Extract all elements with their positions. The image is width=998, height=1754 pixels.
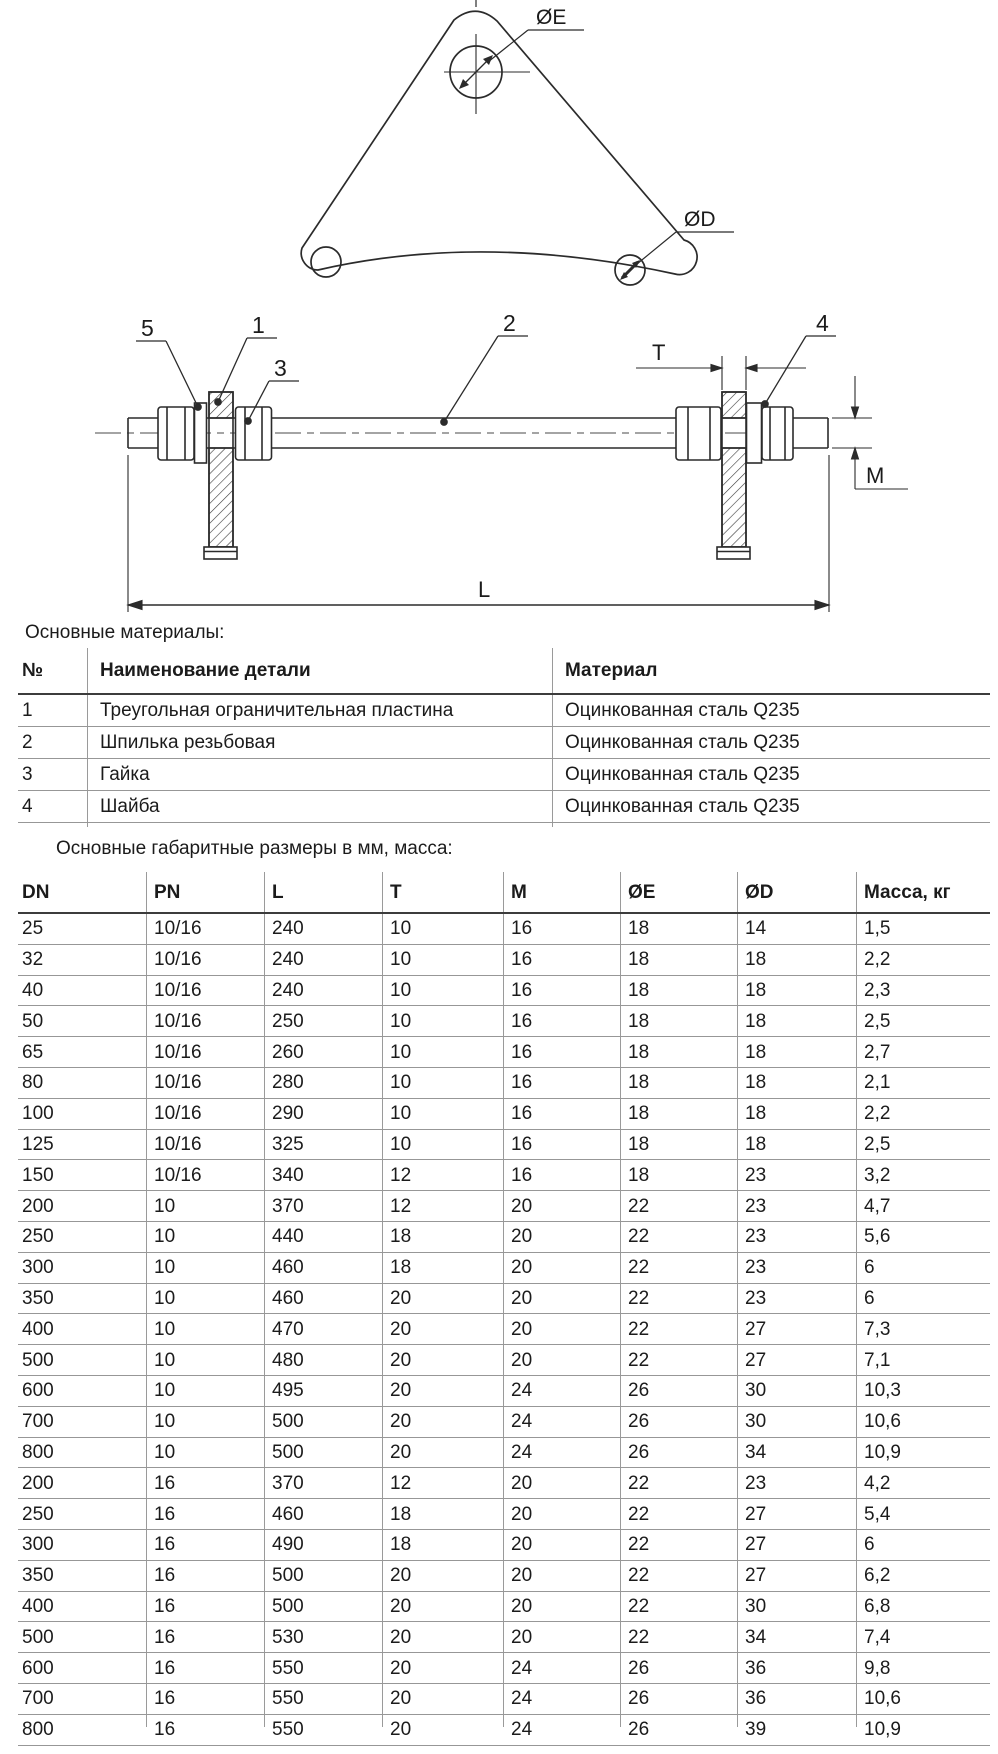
cell: 18 [620, 944, 737, 975]
cell: 22 [620, 1221, 737, 1252]
cell: 280 [264, 1067, 382, 1098]
dimensions-row [18, 1345, 990, 1376]
cell: 25 [18, 913, 146, 944]
cell: 10/16 [146, 913, 264, 944]
cell: 550 [264, 1683, 382, 1714]
cell: 20 [503, 1468, 620, 1499]
cell: 7,3 [856, 1314, 990, 1345]
cell: 18 [620, 1006, 737, 1037]
cell: 20 [382, 1591, 503, 1622]
cell: 370 [264, 1191, 382, 1222]
cell: 36 [737, 1653, 856, 1684]
cell: 16 [503, 913, 620, 944]
cell: 20 [503, 1529, 620, 1560]
cell: 2 [18, 727, 87, 759]
cell: 30 [737, 1591, 856, 1622]
cell: 550 [264, 1653, 382, 1684]
cell: 23 [737, 1252, 856, 1283]
dimensions-row [18, 1191, 990, 1222]
cell: 12 [382, 1160, 503, 1191]
cell: 10 [382, 1129, 503, 1160]
dim-l-label: L [478, 577, 491, 602]
cell: 22 [620, 1499, 737, 1530]
cell: 500 [264, 1437, 382, 1468]
cell: 300 [18, 1252, 146, 1283]
cell: Оцинкованная сталь Q235 [552, 694, 990, 727]
cell: 10/16 [146, 975, 264, 1006]
cell: 20 [382, 1683, 503, 1714]
cell: 4,7 [856, 1191, 990, 1222]
cell: 500 [18, 1345, 146, 1376]
cell: 14 [737, 913, 856, 944]
dimensions-row [18, 944, 990, 975]
cell: 16 [146, 1560, 264, 1591]
cell: 16 [146, 1653, 264, 1684]
cell: 22 [620, 1191, 737, 1222]
cell: 10 [146, 1283, 264, 1314]
dim-m-label: M [866, 463, 885, 488]
col-t: T [382, 872, 503, 913]
cell: 6,2 [856, 1560, 990, 1591]
cell: 18 [737, 1098, 856, 1129]
cell: 500 [264, 1591, 382, 1622]
cell: 22 [620, 1283, 737, 1314]
cell: 6 [856, 1252, 990, 1283]
cell: 16 [503, 1067, 620, 1098]
cell: 260 [264, 1037, 382, 1068]
cell: 20 [382, 1622, 503, 1653]
cell: 26 [620, 1653, 737, 1684]
cell: 20 [503, 1252, 620, 1283]
cell: Гайка [87, 759, 552, 791]
cell: 16 [146, 1591, 264, 1622]
dimensions-row [18, 1067, 990, 1098]
cell: 3,2 [856, 1160, 990, 1191]
cell: 32 [18, 944, 146, 975]
cell: 65 [18, 1037, 146, 1068]
cell: 6,8 [856, 1591, 990, 1622]
cell: 22 [620, 1560, 737, 1591]
cell: 10 [146, 1252, 264, 1283]
dimensions-row [18, 1221, 990, 1252]
cell: 500 [18, 1622, 146, 1653]
cell: 22 [620, 1314, 737, 1345]
cell: 22 [620, 1622, 737, 1653]
cell: 24 [503, 1653, 620, 1684]
cell: 18 [737, 1129, 856, 1160]
cell: 5,6 [856, 1221, 990, 1252]
dimensions-row [18, 1499, 990, 1530]
cell: 240 [264, 944, 382, 975]
dimensions-row [18, 1653, 990, 1684]
cell: 10/16 [146, 1129, 264, 1160]
cell: 18 [737, 1067, 856, 1098]
cell: 7,4 [856, 1622, 990, 1653]
cell: 10 [382, 944, 503, 975]
dimensions-row [18, 1098, 990, 1129]
cell: 18 [620, 913, 737, 944]
cell: 26 [620, 1406, 737, 1437]
materials-row [18, 791, 990, 823]
cell: 10 [146, 1191, 264, 1222]
cell: 6 [856, 1529, 990, 1560]
cell: 16 [146, 1529, 264, 1560]
cell: 6 [856, 1283, 990, 1314]
cell: 16 [503, 975, 620, 1006]
cell: 16 [146, 1714, 264, 1745]
cell: 10 [146, 1314, 264, 1345]
cell: 325 [264, 1129, 382, 1160]
washer-right [747, 403, 762, 463]
cell: Оцинкованная сталь Q235 [552, 791, 990, 823]
cell: 10/16 [146, 1098, 264, 1129]
cell: 18 [382, 1529, 503, 1560]
callout-2-label: 2 [503, 310, 516, 336]
callout-5-label: 5 [141, 315, 154, 341]
cell: 440 [264, 1221, 382, 1252]
cell: 100 [18, 1098, 146, 1129]
materials-row [18, 727, 990, 759]
cell: 18 [382, 1252, 503, 1283]
cell: 39 [737, 1714, 856, 1745]
cell: 26 [620, 1683, 737, 1714]
callout-3-label: 3 [274, 355, 287, 381]
cell: 600 [18, 1653, 146, 1684]
cell: 27 [737, 1560, 856, 1591]
cell: 20 [503, 1191, 620, 1222]
cell: 10 [146, 1345, 264, 1376]
cell: 2,2 [856, 944, 990, 975]
nut-right-inner [676, 407, 721, 460]
cell: 10 [382, 1067, 503, 1098]
dimensions-row [18, 913, 990, 944]
cell: 400 [18, 1591, 146, 1622]
dimensions-row [18, 1283, 990, 1314]
dimensions-row [18, 1714, 990, 1745]
dimensions-row [18, 1591, 990, 1622]
cell: 240 [264, 913, 382, 944]
dimensions-row [18, 1037, 990, 1068]
cell: 500 [264, 1406, 382, 1437]
cell: 27 [737, 1314, 856, 1345]
cell: 10/16 [146, 1160, 264, 1191]
cell: 10,3 [856, 1375, 990, 1406]
dimensions-heading: Основные габаритные размеры в мм, масса: [56, 838, 453, 859]
cell: 18 [620, 975, 737, 1006]
cell: 1,5 [856, 913, 990, 944]
cell: 23 [737, 1468, 856, 1499]
cell: 20 [503, 1345, 620, 1376]
dimensions-header-row [18, 872, 990, 913]
triangular-plate-top-view [301, 0, 697, 285]
col-material: Материал [552, 648, 990, 694]
cell: 80 [18, 1067, 146, 1098]
cell: 23 [737, 1160, 856, 1191]
cell: 2,5 [856, 1006, 990, 1037]
cell: 10,9 [856, 1714, 990, 1745]
cell: 3 [18, 759, 87, 791]
cell: 27 [737, 1529, 856, 1560]
cell: 16 [146, 1683, 264, 1714]
cell: 24 [503, 1714, 620, 1745]
cell: 23 [737, 1191, 856, 1222]
dimensions-row [18, 1375, 990, 1406]
cell: 30 [737, 1406, 856, 1437]
nut-left-outer [158, 407, 194, 460]
cell: 2,1 [856, 1067, 990, 1098]
cell: 700 [18, 1683, 146, 1714]
cell: 7,1 [856, 1345, 990, 1376]
cell: 10,9 [856, 1437, 990, 1468]
cell: Оцинкованная сталь Q235 [552, 727, 990, 759]
cell: 10,6 [856, 1406, 990, 1437]
cell: 20 [503, 1283, 620, 1314]
cell: 10 [382, 913, 503, 944]
cell: 16 [503, 1160, 620, 1191]
cell: 460 [264, 1499, 382, 1530]
cell: 460 [264, 1283, 382, 1314]
cell: 400 [18, 1314, 146, 1345]
cell: 18 [737, 1037, 856, 1068]
cell: 16 [503, 944, 620, 975]
cell: 800 [18, 1714, 146, 1745]
cell: 22 [620, 1345, 737, 1376]
washer-left [195, 403, 207, 463]
cell: 20 [503, 1591, 620, 1622]
cell: 10 [382, 1006, 503, 1037]
cell: 20 [382, 1283, 503, 1314]
nut-left-inner [236, 407, 272, 460]
cell: 10 [146, 1406, 264, 1437]
cell: Шпилька резьбовая [87, 727, 552, 759]
dimensions-row [18, 1252, 990, 1283]
stud-assembly-side-view [95, 310, 908, 612]
cell: 200 [18, 1468, 146, 1499]
materials-row [18, 694, 990, 727]
cell: 24 [503, 1683, 620, 1714]
cell: 27 [737, 1499, 856, 1530]
dimensions-row [18, 1437, 990, 1468]
dimensions-row [18, 1468, 990, 1499]
cell: 20 [382, 1375, 503, 1406]
cell: 470 [264, 1314, 382, 1345]
col-part-name: Наименование детали [87, 648, 552, 694]
cell: 26 [620, 1714, 737, 1745]
cell: 18 [620, 1098, 737, 1129]
cell: 250 [264, 1006, 382, 1037]
cell: 250 [18, 1221, 146, 1252]
dimensions-row [18, 1529, 990, 1560]
cell: 340 [264, 1160, 382, 1191]
cell: 10/16 [146, 944, 264, 975]
cell: 2,3 [856, 975, 990, 1006]
cell: 24 [503, 1375, 620, 1406]
cell: 16 [146, 1499, 264, 1530]
cell: 290 [264, 1098, 382, 1129]
cell: Шайба [87, 791, 552, 823]
cell: 18 [382, 1221, 503, 1252]
cell: 12 [382, 1468, 503, 1499]
materials-table [18, 648, 990, 823]
dimensions-row [18, 1560, 990, 1591]
plate-outline [301, 11, 697, 274]
cell: 22 [620, 1529, 737, 1560]
technical-drawing [0, 0, 998, 640]
cell: 10 [382, 1037, 503, 1068]
nut-right-outer [762, 407, 793, 460]
cell: 20 [382, 1345, 503, 1376]
cell: 40 [18, 975, 146, 1006]
col-dn: DN [18, 872, 146, 913]
callout-1-label: 1 [252, 312, 265, 338]
cell: 5,4 [856, 1499, 990, 1530]
cell: 550 [264, 1714, 382, 1745]
hole-e-label: ØE [536, 6, 567, 29]
cell: 16 [503, 1006, 620, 1037]
cell: 10 [146, 1221, 264, 1252]
dimensions-row [18, 1622, 990, 1653]
cell: 10 [382, 1098, 503, 1129]
col-l: L [264, 872, 382, 913]
col-od: ØD [737, 872, 856, 913]
cell: 240 [264, 975, 382, 1006]
dimensions-row [18, 1683, 990, 1714]
cell: 30 [737, 1375, 856, 1406]
col-oe: ØE [620, 872, 737, 913]
cell: 22 [620, 1591, 737, 1622]
cell: 10 [146, 1375, 264, 1406]
dimensions-row [18, 1006, 990, 1037]
cell: 20 [503, 1314, 620, 1345]
cell: 10/16 [146, 1037, 264, 1068]
cell: 24 [503, 1437, 620, 1468]
cell: 18 [737, 1006, 856, 1037]
cell: 370 [264, 1468, 382, 1499]
hole-d-label: ØD [684, 208, 716, 231]
cell: 9,8 [856, 1653, 990, 1684]
cell: 18 [737, 975, 856, 1006]
cell: 490 [264, 1529, 382, 1560]
dimensions-row [18, 1160, 990, 1191]
cell: 18 [620, 1067, 737, 1098]
callout-4-label: 4 [816, 310, 829, 336]
cell: 500 [264, 1560, 382, 1591]
cell: 300 [18, 1529, 146, 1560]
dimensions-row [18, 1314, 990, 1345]
cell: 800 [18, 1437, 146, 1468]
cell: 23 [737, 1221, 856, 1252]
col-pn: PN [146, 872, 264, 913]
cell: 4 [18, 791, 87, 823]
cell: 4,2 [856, 1468, 990, 1499]
cell: 18 [620, 1037, 737, 1068]
cell: 350 [18, 1560, 146, 1591]
cell: 10 [146, 1437, 264, 1468]
cell: 1 [18, 694, 87, 727]
cell: 27 [737, 1345, 856, 1376]
cell: 10,6 [856, 1683, 990, 1714]
cell: 125 [18, 1129, 146, 1160]
cell: 250 [18, 1499, 146, 1530]
cell: 10/16 [146, 1006, 264, 1037]
cell: 18 [382, 1499, 503, 1530]
cell: 34 [737, 1622, 856, 1653]
cell: 34 [737, 1437, 856, 1468]
materials-row [18, 759, 990, 791]
cell: 16 [146, 1468, 264, 1499]
cell: 36 [737, 1683, 856, 1714]
cell: 26 [620, 1437, 737, 1468]
cell: 24 [503, 1406, 620, 1437]
cell: 20 [382, 1437, 503, 1468]
cell: 22 [620, 1468, 737, 1499]
cell: 700 [18, 1406, 146, 1437]
cell: 20 [503, 1499, 620, 1530]
cell: 2,7 [856, 1037, 990, 1068]
cell: 18 [620, 1160, 737, 1191]
cell: 150 [18, 1160, 146, 1191]
cell: 200 [18, 1191, 146, 1222]
cell: 600 [18, 1375, 146, 1406]
cell: 20 [503, 1560, 620, 1591]
cell: 10/16 [146, 1067, 264, 1098]
plate-sections [204, 392, 750, 559]
cell: 22 [620, 1252, 737, 1283]
cell: 23 [737, 1283, 856, 1314]
cell: 18 [737, 944, 856, 975]
cell: 2,2 [856, 1098, 990, 1129]
materials-header-row [18, 648, 990, 694]
dimensions-row [18, 975, 990, 1006]
cell: 20 [382, 1714, 503, 1745]
cell: 18 [620, 1129, 737, 1160]
cell: 50 [18, 1006, 146, 1037]
cell: 12 [382, 1191, 503, 1222]
dimensions-row [18, 1406, 990, 1437]
cell: 20 [382, 1406, 503, 1437]
cell: 2,5 [856, 1129, 990, 1160]
cell: 20 [382, 1314, 503, 1345]
cell: 16 [503, 1037, 620, 1068]
cell: Треугольная ограничительная пластина [87, 694, 552, 727]
dimensions-table [18, 872, 990, 1746]
cell: 26 [620, 1375, 737, 1406]
cell: 495 [264, 1375, 382, 1406]
cell: Оцинкованная сталь Q235 [552, 759, 990, 791]
dim-t-label: T [652, 340, 666, 365]
cell: 480 [264, 1345, 382, 1376]
cell: 20 [382, 1560, 503, 1591]
cell: 20 [382, 1653, 503, 1684]
cell: 20 [503, 1221, 620, 1252]
cell: 20 [503, 1622, 620, 1653]
dimensions-row [18, 1129, 990, 1160]
col-mass: Масса, кг [856, 872, 990, 913]
cell: 530 [264, 1622, 382, 1653]
cell: 16 [503, 1129, 620, 1160]
hole-plain [311, 247, 341, 277]
cell: 350 [18, 1283, 146, 1314]
cell: 460 [264, 1252, 382, 1283]
cell: 10 [382, 975, 503, 1006]
col-m: M [503, 872, 620, 913]
cell: 16 [503, 1098, 620, 1129]
materials-heading: Основные материалы: [25, 622, 225, 643]
cell: 16 [146, 1622, 264, 1653]
col-number: № [18, 648, 87, 694]
